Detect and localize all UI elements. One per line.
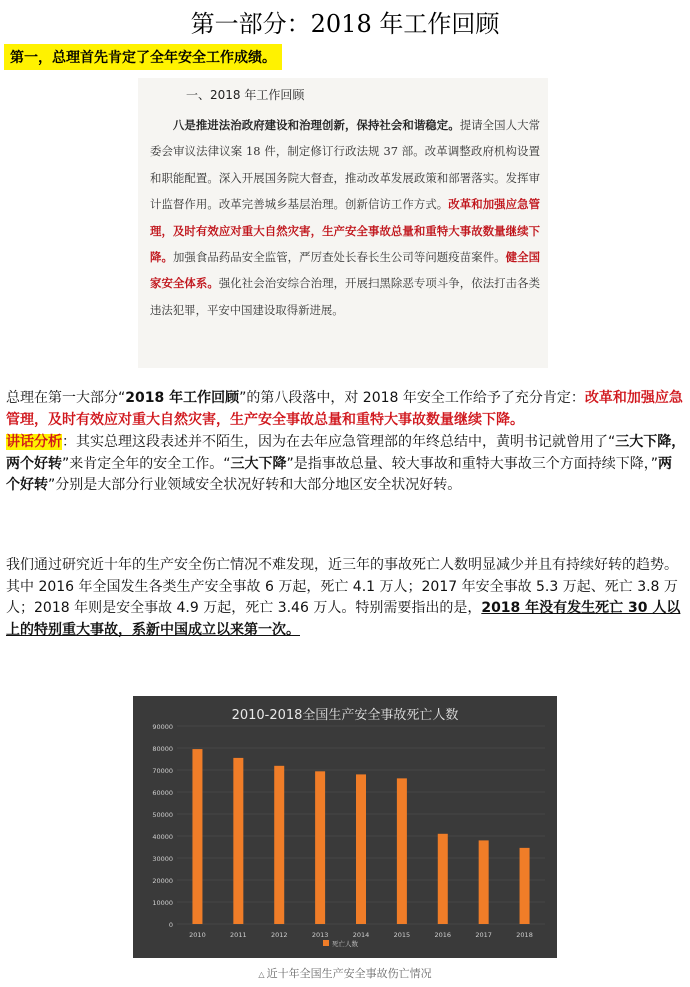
bar <box>520 848 530 924</box>
excerpt-text-1: 八是推进法治政府建设和治理创新，保持社会和谐稳定。 <box>172 118 460 132</box>
triangle-icon: △ <box>258 970 265 979</box>
excerpt-text-3: 改革和加强应急管理，及时有效应对重大自然灾害，生产安全事故总量和重特大事故数量继续下降。 <box>150 197 540 265</box>
y-tick-label: 40000 <box>152 833 173 841</box>
x-tick-label: 2016 <box>434 931 452 939</box>
bar <box>233 758 243 924</box>
highlight-heading: 第一，总理首先肯定了全年安全工作成绩。 <box>4 44 282 70</box>
bar <box>397 778 407 924</box>
bar <box>479 840 489 924</box>
para2-text-4: ”分别是大部分行业领域安全状况好转和大部分地区安全状况好转。 <box>48 477 462 493</box>
x-tick-label: 2012 <box>270 931 288 939</box>
excerpt-text-5: 健全国家安全体系。 <box>150 250 540 291</box>
para1-red-emphasis: 改革和加强应急管理，及时有效应对重大自然灾害，生产安全事故总量和重特大事故数量继续下降。 <box>6 390 683 428</box>
x-tick-label: 2013 <box>311 931 329 939</box>
y-tick-label: 10000 <box>152 899 173 907</box>
chart-svg <box>133 696 557 958</box>
paragraph-1 <box>6 388 686 431</box>
y-tick-label: 30000 <box>152 855 173 863</box>
paragraph-3 <box>6 555 686 641</box>
bar <box>192 749 202 924</box>
y-tick-label: 70000 <box>152 767 173 775</box>
excerpt-text-4: 加强食品药品安全监管，严厉查处长春长生公司等问题疫苗案件。 <box>172 250 506 265</box>
y-tick-label: 80000 <box>152 745 173 753</box>
x-tick-label: 2017 <box>475 931 492 939</box>
chart-title: 2010-2018全国生产安全事故死亡人数 <box>231 708 459 723</box>
y-tick-label: 20000 <box>152 877 173 885</box>
para2-bold-2: 三大下降 <box>230 455 287 472</box>
para1-text: 总理在第一大部分“ <box>6 390 126 406</box>
bar <box>274 766 284 924</box>
report-excerpt-image <box>138 78 548 368</box>
x-tick-label: 2011 <box>230 931 247 939</box>
x-tick-label: 2014 <box>352 931 370 939</box>
para1-bold: 2018 年工作回顾 <box>125 390 240 406</box>
excerpt-body <box>150 112 540 323</box>
bar <box>315 771 325 924</box>
y-tick-label: 60000 <box>152 789 173 797</box>
y-tick-label: 50000 <box>152 811 173 819</box>
para2-bold-3: 两个好转 <box>6 455 673 493</box>
page-title: 第一部分：2018 年工作回顾 <box>190 10 500 38</box>
x-tick-label: 2018 <box>516 931 533 939</box>
caption-text: 近十年全国生产安全事故伤亡情况 <box>266 967 432 980</box>
paragraph-2 <box>6 432 686 497</box>
excerpt-heading: 一、2018 年工作回顾 <box>186 88 305 102</box>
y-tick-label: 0 <box>168 921 173 929</box>
para1-text-2: ”的第八段落中，对 2018 年安全工作给予了充分肯定： <box>239 390 585 406</box>
chart-caption <box>0 965 690 981</box>
excerpt-text-2: 提请全国人大常委会审议法律议案 18 件，制定修订行政法规 37 部。改革调整政府机构设置和职能配置。深入开展国务院大督查，推动改革发展政策和部署落实。发挥审计监督作用。改革完善城乡基层治理。创新信访工作方式。 <box>150 118 540 212</box>
legend-label: 死亡人数 <box>332 940 358 948</box>
para3-text: 我们通过研究近十年的生产安全伤亡情况不难发现，近三年的事故死亡人数明显减少并且有持续好转的趋势。其中 2016 年全国发生各类生产安全事故 6 万起，死亡 4.1 万人；2017 年安全事故 5.3 万起、死亡 3.8 万人；2018 年则是安全事故 4.9 万起，死亡 3.46 万人。特别需要指出的是， <box>6 557 678 616</box>
bar <box>356 774 366 924</box>
excerpt-text-6: 强化社会治安综合治理，开展扫黑除恶专项斗争，依法打击各类违法犯罪，平安中国建设取得新进展。 <box>150 276 540 317</box>
para3-underlined: 2018 年没有发生死亡 30 人以上的特别重大事故，系新中国成立以来第一次。 <box>6 600 681 638</box>
para2-text-2: ”来肯定全年的安全工作。“ <box>62 455 231 472</box>
fatalities-chart <box>133 696 557 958</box>
y-tick-label: 90000 <box>152 723 173 731</box>
x-tick-label: 2015 <box>393 931 411 939</box>
para2-bold-1: 三大下降，两个好转 <box>6 434 686 472</box>
legend-swatch <box>323 940 329 946</box>
bar <box>438 834 448 924</box>
analysis-label: 讲话分析 <box>6 434 62 450</box>
para2-text-1: ：其实总理这段表述并不陌生，因为在去年应急管理部的年终总结中，黄明书记就曾用了“ <box>62 434 616 450</box>
x-tick-label: 2010 <box>189 931 206 939</box>
para2-text-3: ”是指事故总量、较大事故和重特大事故三个方面持续下降，” <box>286 455 659 472</box>
